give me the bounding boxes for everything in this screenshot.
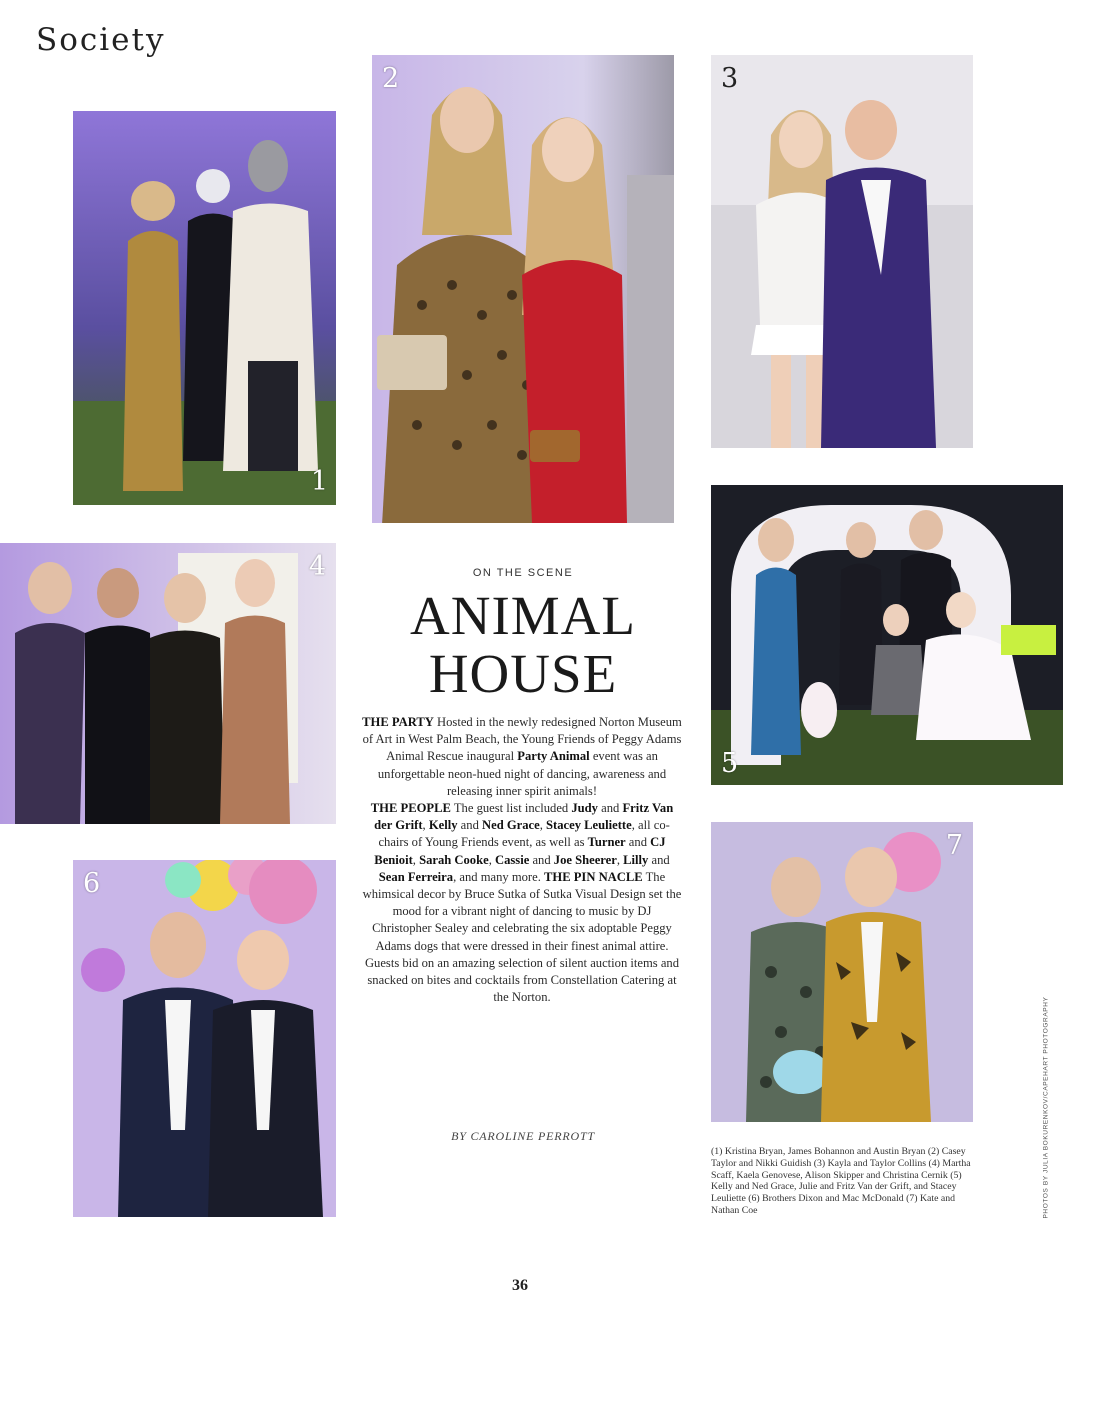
- photo-1: [73, 111, 336, 505]
- guest-name: Sarah Cooke: [419, 852, 489, 867]
- photo-number: 4: [308, 551, 326, 582]
- body-text: , and many more.: [453, 869, 544, 884]
- body-text: ,: [422, 818, 429, 833]
- party-photo-image: [711, 822, 973, 1122]
- body-text: ,: [412, 852, 420, 867]
- photo-3: [711, 55, 973, 448]
- photo-number: 2: [382, 63, 400, 94]
- headline-line-2: HOUSE: [428, 643, 618, 704]
- section-label: THE PEOPLE: [370, 801, 451, 816]
- body-text: and: [597, 801, 623, 816]
- photo-credit-text: PHOTOS BY JULIA BOKURENKOV/CAPEHART PHOTOGRAPHY: [1042, 996, 1050, 1219]
- section-label: THE PIN NACLE: [544, 869, 643, 884]
- guest-name: Kelly: [428, 818, 458, 833]
- body-text: and: [648, 852, 670, 867]
- guest-name: Joe Sheerer: [553, 852, 617, 867]
- party-photo-image: [372, 55, 674, 523]
- party-photo-image: [0, 543, 336, 824]
- headline-line-1: ANIMAL: [410, 585, 636, 646]
- section-label: THE PARTY: [362, 715, 434, 729]
- photo-credit: [1040, 996, 1052, 1220]
- body-text: , all co-chairs of Young Friends event, as well as: [378, 818, 670, 850]
- photo-number: 6: [83, 868, 101, 899]
- guest-name: Sean Ferreira: [378, 869, 454, 884]
- photo-5: [711, 485, 1063, 785]
- party-photo-image: [711, 485, 1063, 785]
- article-kicker: ON THE SCENE: [472, 567, 574, 579]
- event-name: Party Animal: [517, 749, 590, 764]
- party-photo-image: [73, 111, 336, 505]
- body-text: Hosted in the newly redesigned Norton Museum of Art in West Palm Beach, the Young Friends of Peggy Adams Animal Rescue inaugural: [362, 715, 682, 764]
- party-photo-image: [73, 860, 336, 1217]
- guest-name: Cassie: [495, 852, 530, 867]
- photo-number: 7: [945, 830, 963, 861]
- photo-2: [372, 55, 674, 523]
- body-text: event was an unforgettable neon-hued night of dancing, awareness and releasing inner spirit animals!: [377, 749, 667, 798]
- article-body: [362, 714, 682, 1006]
- photo-number: 3: [721, 63, 739, 94]
- body-text: ,: [616, 852, 624, 867]
- body-text: and: [625, 835, 651, 850]
- article-headline: [368, 587, 678, 703]
- photo-6: [73, 860, 336, 1217]
- body-text: ,: [539, 818, 547, 833]
- photo-captions: (1) Kristina Bryan, James Bohannon and Austin Bryan (2) Casey Taylor and Nikki Guidish (3) Kayla and Taylor Collins (4) Martha Scaff, Kaela Genovese, Alison Skipper and Christina Cernik (5) Kelly and Ned Grace, Julie and Fritz Van der Grift, and Stacey Leuliette (6) Brothers Dixon and Mac McDonald (7) Kate and Nathan Coe: [711, 1146, 971, 1216]
- photo-number: 1: [310, 466, 328, 497]
- guest-name: Lilly: [623, 852, 649, 867]
- body-text: The whimsical decor by Bruce Sutka of Sutka Visual Design set the mood for a vibrant night of dancing to music by DJ Christopher Sealey and celebrating the six adoptable Peggy Adams dogs that were dressed in their finest animal attire. Guests bid on an amazing selection of silent auction items and snacked on bites and cocktails from Constellation Catering at the Norton.: [362, 869, 682, 1005]
- byline: BY CAROLINE PERROTT: [451, 1129, 595, 1143]
- body-text: and: [529, 852, 554, 867]
- guest-name: Stacey Leuliette: [546, 818, 632, 833]
- photo-7: [711, 822, 973, 1122]
- body-text: The guest list included: [450, 801, 572, 816]
- body-text: ,: [488, 852, 495, 867]
- photo-4: [0, 543, 336, 824]
- guest-name: Turner: [587, 835, 626, 850]
- guest-name: Judy: [571, 801, 598, 816]
- body-text: and: [457, 818, 483, 833]
- party-photo-image: [711, 55, 973, 448]
- guest-name: Ned Grace: [482, 818, 540, 833]
- guest-name: Fritz Van der Grift: [374, 801, 674, 833]
- guest-name: CJ Benioit: [374, 835, 666, 867]
- section-title: Society: [36, 22, 166, 58]
- photo-number: 5: [721, 748, 739, 779]
- page-number: 36: [512, 1277, 528, 1294]
